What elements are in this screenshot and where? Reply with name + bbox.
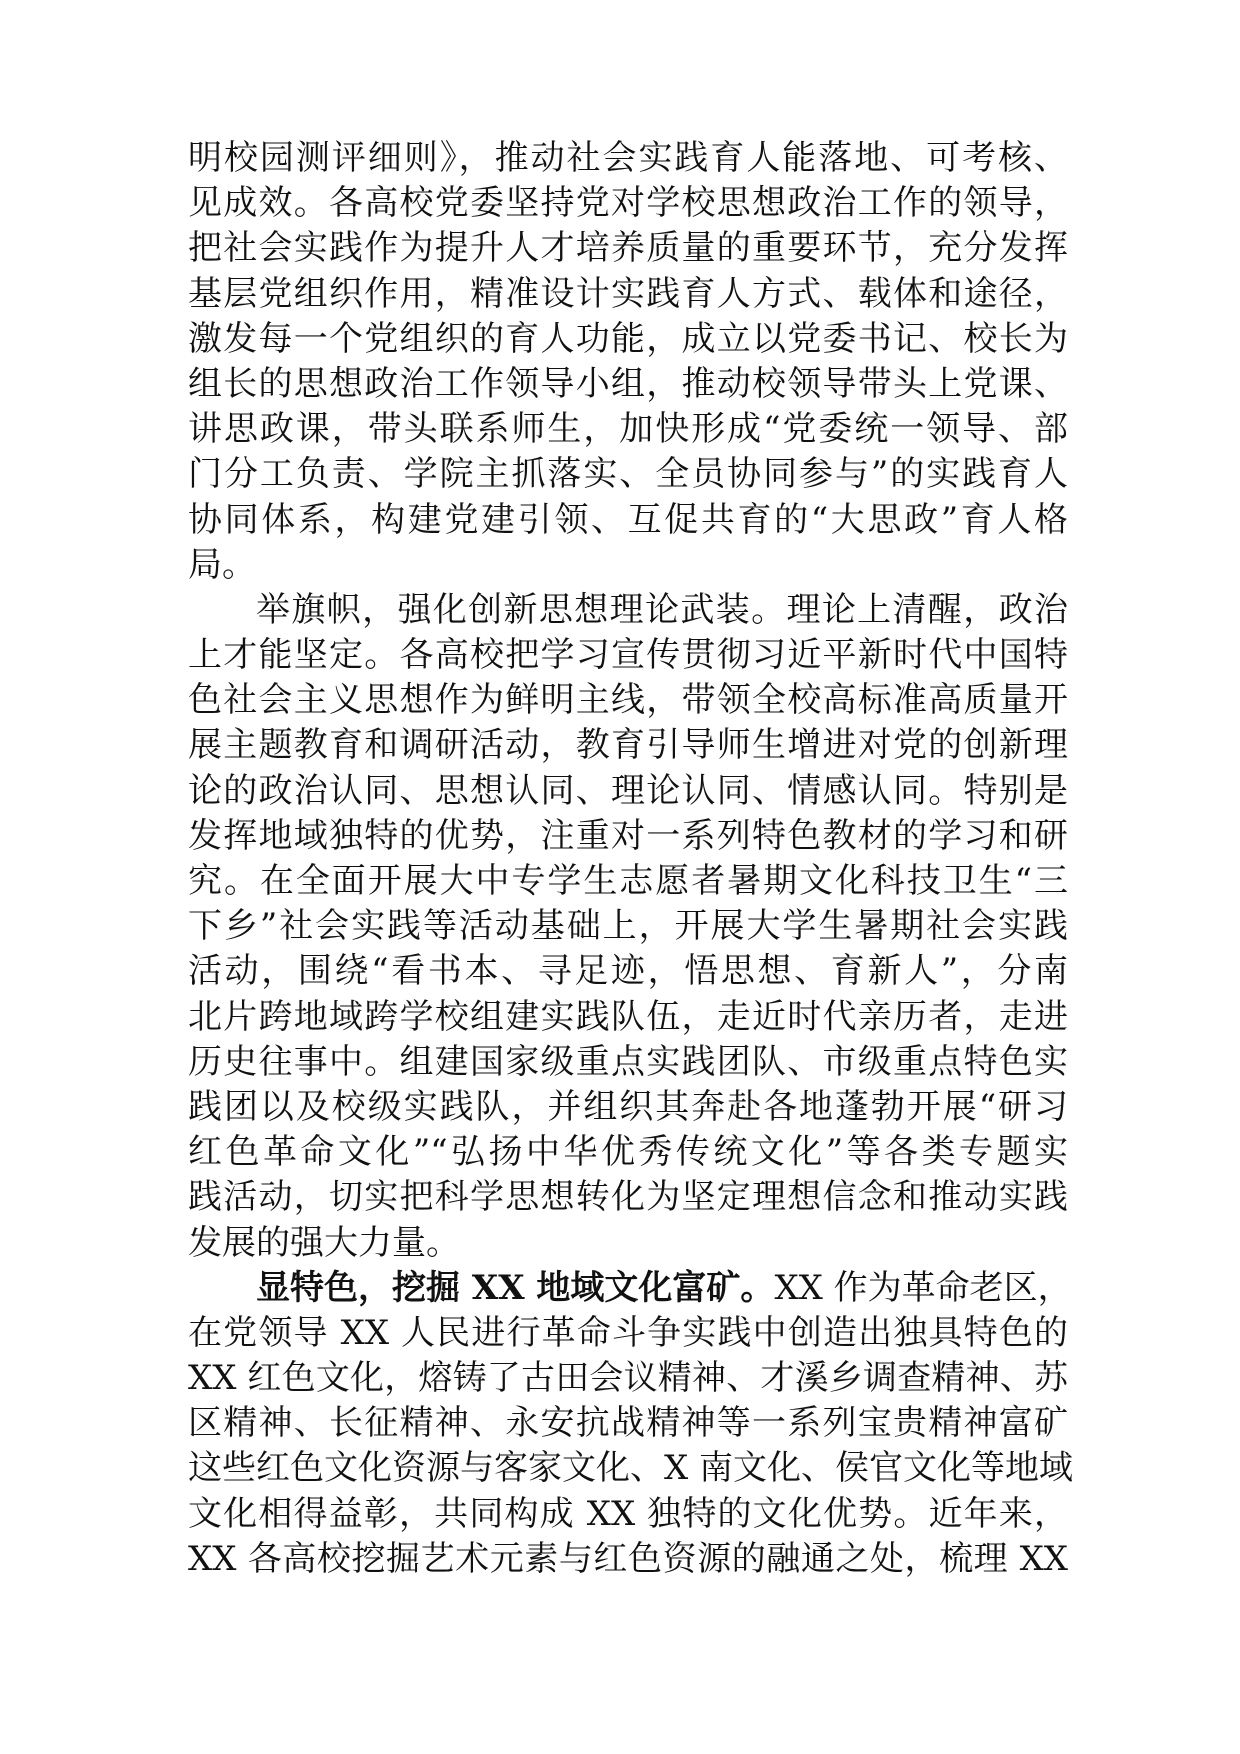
text-line: 基层党组织作用，精准设计实践育人方式、载体和途径， (188, 273, 1068, 314)
paragraph (188, 588, 1068, 1266)
text-line: 局。 (188, 544, 256, 585)
text-line: 色社会主义思想作为鲜明主线，带领全校高标准高质量开 (188, 680, 1068, 721)
text-line: 门分工负责、学院主抓落实、全员协同参与”的实践育人 (188, 454, 1068, 495)
text-line: 把社会实践作为提升人才培养质量的重要环节，充分发挥 (188, 228, 1068, 269)
bold-heading: 显特色，挖掘 XX 地域文化富矿。 (256, 1267, 775, 1308)
line-continuation: XX 作为革命老区， (774, 1267, 1072, 1308)
paragraph (188, 136, 1068, 588)
text-line: 究。在全面开展大中专学生志愿者暑期文化科技卫生“三 (188, 861, 1068, 901)
text-line: 区精神、长征精神、永安抗战精神等一系列宝贵精神富矿 (188, 1403, 1068, 1444)
text-line: 践活动，切实把科学思想转化为坚定理想信念和推动实践 (188, 1177, 1068, 1218)
text-line: 展主题教育和调研活动，教育引导师生增进对党的创新理 (188, 725, 1068, 766)
text-line: 激发每一个党组织的育人功能，成立以党委书记、校长为 (188, 318, 1068, 359)
text-line: 下乡”社会实践等活动基础上，开展大学生暑期社会实践 (188, 906, 1068, 947)
text-line: 发挥地域独特的优势，注重对一系列特色教材的学习和研 (188, 815, 1068, 856)
text-line: 讲思政课，带头联系师生，加快形成“党委统一领导、部 (188, 409, 1068, 450)
text-line: 发展的强大力量。 (188, 1222, 460, 1263)
text-line: 这些红色文化资源与客家文化、X 南文化、侯官文化等地域 (188, 1448, 1074, 1489)
text-line: 历史往事中。组建国家级重点实践团队、市级重点特色实 (188, 1041, 1068, 1082)
document-body (188, 136, 1074, 1582)
text-line: 活动，围绕“看书本、寻足迹，悟思想、育新人”，分南 (188, 951, 1068, 992)
text-line: XX 红色文化，熔铸了古田会议精神、才溪乡调查精神、苏 (188, 1358, 1068, 1399)
text-line: 上才能坚定。各高校把学习宣传贯彻习近平新时代中国特 (188, 635, 1068, 676)
text-line: XX 各高校挖掘艺术元素与红色资源的融通之处，梳理 XX (188, 1538, 1068, 1579)
text-line: 红色革命文化”“弘扬中华优秀传统文化”等各类专题实 (188, 1132, 1068, 1173)
text-line: 举旗帜，强化创新思想理论武装。理论上清醒，政治 (256, 589, 1068, 630)
text-line: 践团以及校级实践队，并组织其奔赴各地蓬勃开展“研习 (188, 1086, 1068, 1127)
paragraph (188, 1266, 1074, 1582)
text-line: 组长的思想政治工作领导小组，推动校领导带头上党课、 (188, 363, 1068, 404)
text-line: 论的政治认同、思想认同、理论认同、情感认同。特别是 (188, 770, 1068, 811)
text-line: 协同体系，构建党建引领、互促共育的“大思政”育人格 (188, 499, 1068, 540)
text-line: 北片跨地域跨学校组建实践队伍，走近时代亲历者，走进 (188, 996, 1068, 1037)
text-line (188, 1266, 1072, 1311)
text-line: 在党领导 XX 人民进行革命斗争实践中创造出独具特色的 (188, 1312, 1068, 1353)
text-line: 文化相得益彰，共同构成 XX 独特的文化优势。近年来， (188, 1493, 1068, 1534)
text-line: 明校园测评细则》，推动社会实践育人能落地、可考核、 (188, 138, 1068, 178)
text-line: 见成效。各高校党委坚持党对学校思想政治工作的领导， (188, 183, 1068, 224)
